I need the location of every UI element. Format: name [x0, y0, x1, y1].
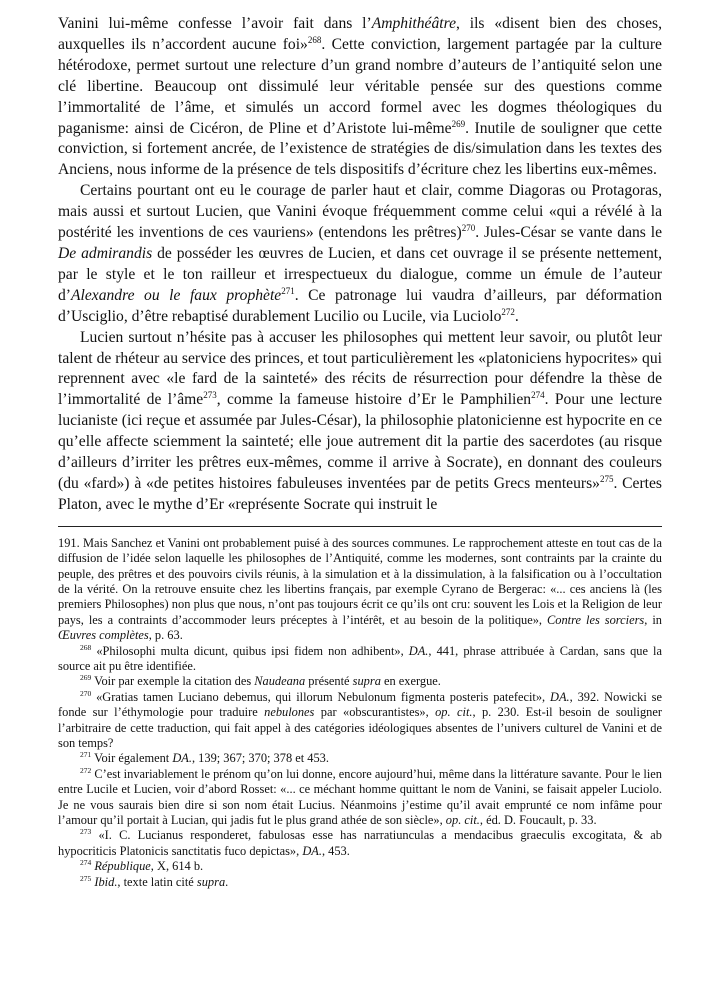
footnote — [58, 859, 662, 874]
footnote — [58, 751, 662, 766]
italic-text: DA. — [172, 751, 192, 766]
text-run: . Inutile de souligner que cette conviction, si fortement ancrée, de l’existence de stratégies de dis/simulation dans les textes des Anciens, nous informe de la présence de tels dispositifs d’écriture chez les libertins eux-mêmes. — [58, 119, 662, 179]
italic-text: op. cit. — [445, 813, 480, 828]
body-paragraph — [58, 181, 662, 327]
footnote-ref: 271 — [80, 750, 92, 760]
text-run: , 139; 367; 370; 378 et 453. — [191, 751, 329, 766]
italic-text: DA. — [408, 643, 429, 658]
footnote-ref: 274 — [531, 390, 545, 401]
italic-text: DA. — [302, 843, 322, 858]
text-run: «I. C. Lucianus responderet, fabulosas esse has narratiunculas a mendacibus graeculis excogitata, & ab hypocriticis Platonicis sanctitatis fuco depictas», — [58, 828, 662, 858]
italic-text: Contre les sorciers — [547, 612, 645, 627]
body-paragraph — [58, 328, 662, 516]
text-run: Certains pourtant ont eu le courage de parler haut et clair, comme Diagoras ou Protagoras, mais aussi et surtout Lucien, que Vanini évoque fréquemment comme celui «qui a révélé à la postérité les inventions de ces vauriens» (entendons les prêtres) — [58, 182, 662, 242]
italic-text: nebulones — [264, 705, 315, 720]
text-run: , texte latin cité — [117, 874, 197, 889]
footnote-ref: 270 — [461, 223, 476, 234]
body-paragraph — [58, 14, 662, 181]
page — [58, 14, 662, 890]
footnote-ref: 274 — [80, 858, 92, 868]
footnote — [58, 644, 662, 675]
text-run: , in — [644, 612, 662, 627]
text-run: . Ce patronage lui vaudra d’ailleurs, par déformation d’Usciglio, d’être rebaptisé durablement Lucilio ou Lucile, via Luciolo — [58, 286, 662, 325]
footnote — [58, 767, 662, 829]
footnote-ref: 269 — [80, 673, 92, 683]
footnote — [58, 875, 662, 890]
italic-text: Naudeana — [254, 674, 306, 689]
text-run: , 441, phrase attribuée à Cardan, sans que la source ait pu être identifiée. — [58, 643, 662, 673]
text-run: , 392. Nowicki se fonde sur l’éthymologie pour traduire — [58, 689, 662, 720]
text-run: , p. 63. — [148, 628, 183, 643]
text-run: . — [514, 307, 519, 325]
footnote-ref: 275 — [80, 873, 92, 883]
footnotes — [58, 536, 662, 890]
footnote — [58, 828, 662, 859]
footnote-ref: 273 — [203, 390, 217, 401]
footnote-ref: 270 — [80, 688, 92, 698]
footnote-ref: 268 — [307, 34, 322, 45]
text-run: 191. Mais Sanchez et Vanini ont probablement puisé à des sources communes. Le rapprochement atteste en tout cas de la diffusion de l’idée selon laquelle les philosophes de l’Antiquité, comme les modernes, sont contraints par la crainte du peuple, des prêtres et des pouvoirs civils réunis, à la simulation et à la dissimulation, à la falsification ou à l’occultation de la vérité. On la retrouve ensuite chez les libertins français, par exemple Cyrano de Bergerac: «... ces anciens là (les premiers Philosophes) non plus que nous, n’ont pas toujours écrit ce qu’ils ont cru: souvent les Lois et la Religion de leur pays, les a contraints d’accommoder leurs préceptes à l’intérêt, et au besoin de la politique», — [58, 535, 662, 627]
italic-text: DA. — [550, 689, 570, 704]
text-run: , p. 230. Est-il besoin de souligner l’arbitraire de cette traduction, qui fait appel à des catégories idéologiques absentes de l’univers culturel de Vanini et de son temps? — [58, 705, 662, 751]
italic-text: De admirandis — [58, 244, 153, 262]
text-run: «Philosophi multa dicunt, quibus ipsi fidem non adhibent», — [91, 643, 409, 658]
text-run: , X, 614 b. — [150, 859, 204, 874]
italic-text: supra — [196, 874, 226, 889]
footnote-ref: 269 — [451, 118, 466, 129]
footnote-rule — [58, 526, 662, 527]
text-run: en exergue. — [380, 674, 441, 689]
main-text — [58, 14, 662, 516]
text-run: , ils «disent bien des choses, auxquelles ils n’accordent aucune foi» — [58, 15, 663, 53]
italic-text: supra — [352, 674, 381, 689]
footnote — [58, 674, 662, 689]
text-run: , comme la fameuse histoire d’Er le Pamphilien — [216, 391, 532, 409]
text-run: C’est invariablement le prénom qu’on lui donne, encore aujourd’hui, même dans la littérature savante. Pour le lien entre Lucile et Lucien, voir d’abord Rosset: «... ce méchant homme quittant le nom de Vanini, se faisait appeler Luciolo. Je ne vous saurais bien dire si son nom était Lucius. Néanmoins j’estime qu’il avait emprunté ce nom infâme pour l’amour qu’il portait à Lucian, qui jadis fut le plus grand athée de son siècle», — [58, 766, 662, 828]
italic-text: Amphithéâtre — [371, 15, 456, 32]
footnote-ref: 272 — [501, 306, 515, 317]
text-run: . Pour une lecture lucianiste (ici reçue et assumée par Jules-César), la philosophie platonicienne est hypocrite en ce qu’elle affecte sciemment la sainteté; elle joue autrement dit la partie des sacerdotes (au risque d’ailleurs d’irriter les prêtres eux-mêmes, comme il arrive à Socrate), en donnant des couleurs (du «fard») à «de petites histoires fabuleuses inventées par de petits Grecs menteurs» — [58, 391, 662, 492]
italic-text: Alexandre ou le faux prophète — [71, 286, 282, 304]
text-run: . — [225, 874, 229, 889]
text-run: . Cette conviction, largement partagée par la culture hétérodoxe, permet surtout une relecture d’un grand nombre d’auteurs de l’antiquité selon une clé libertine. Beaucoup ont dissimulé leur véritable pensée sur des questions comme l’immortalité de l’âme, et simulés un accord formel avec les dogmes théologiques du paganisme: ainsi de Cicéron, de Pline et d’Aristote lui-même — [58, 35, 662, 137]
text-run: , éd. D. Foucault, p. 33. — [479, 813, 597, 828]
footnote — [58, 536, 662, 644]
text-run: Voir également — [91, 751, 173, 766]
text-run: présenté — [305, 674, 353, 689]
text-run: de posséder les œuvres de Lucien, et dans cet ouvrage il se présente nettement, par le style et le ton railleur et irrespectueux du dialogue, comme un émule de l’auteur d’ — [58, 244, 662, 304]
text-run: par «obscurantistes», — [314, 705, 436, 720]
text-run: «Gratias tamen Luciano debemus, qui illorum Nebulonum figmenta posteris patefecit», — [91, 689, 551, 704]
italic-text: Œuvres complètes — [58, 628, 149, 643]
footnote-ref: 273 — [80, 827, 92, 837]
italic-text: Ibid. — [94, 874, 118, 889]
text-run: . Jules-César se vante dans le — [475, 224, 662, 242]
text-run: Voir par exemple la citation des — [91, 674, 255, 689]
footnote-ref: 271 — [281, 285, 295, 296]
footnote-ref: 268 — [80, 642, 92, 652]
italic-text: op. cit. — [435, 705, 473, 720]
footnote-ref: 275 — [599, 473, 614, 484]
text-run: Vanini lui-même confesse l’avoir fait dans l’ — [58, 15, 372, 32]
text-run: , 453. — [321, 843, 350, 858]
footnote-ref: 272 — [80, 765, 92, 775]
italic-text: République — [94, 859, 151, 874]
text-run: . Certes Platon, avec le mythe d’Er «représente Socrate qui instruit le — [58, 474, 662, 513]
text-run: Lucien surtout n’hésite pas à accuser les philosophes qui mettent leur savoir, ou plutôt leur talent de rhéteur au service des princes, et tout particulièrement les «platoniciens hypocrites» qui reprennent avec «le fard de la sainteté» des récits de résurrection pour défendre la thèse de l’immortalité de l’âme — [58, 328, 662, 409]
footnote — [58, 690, 662, 752]
